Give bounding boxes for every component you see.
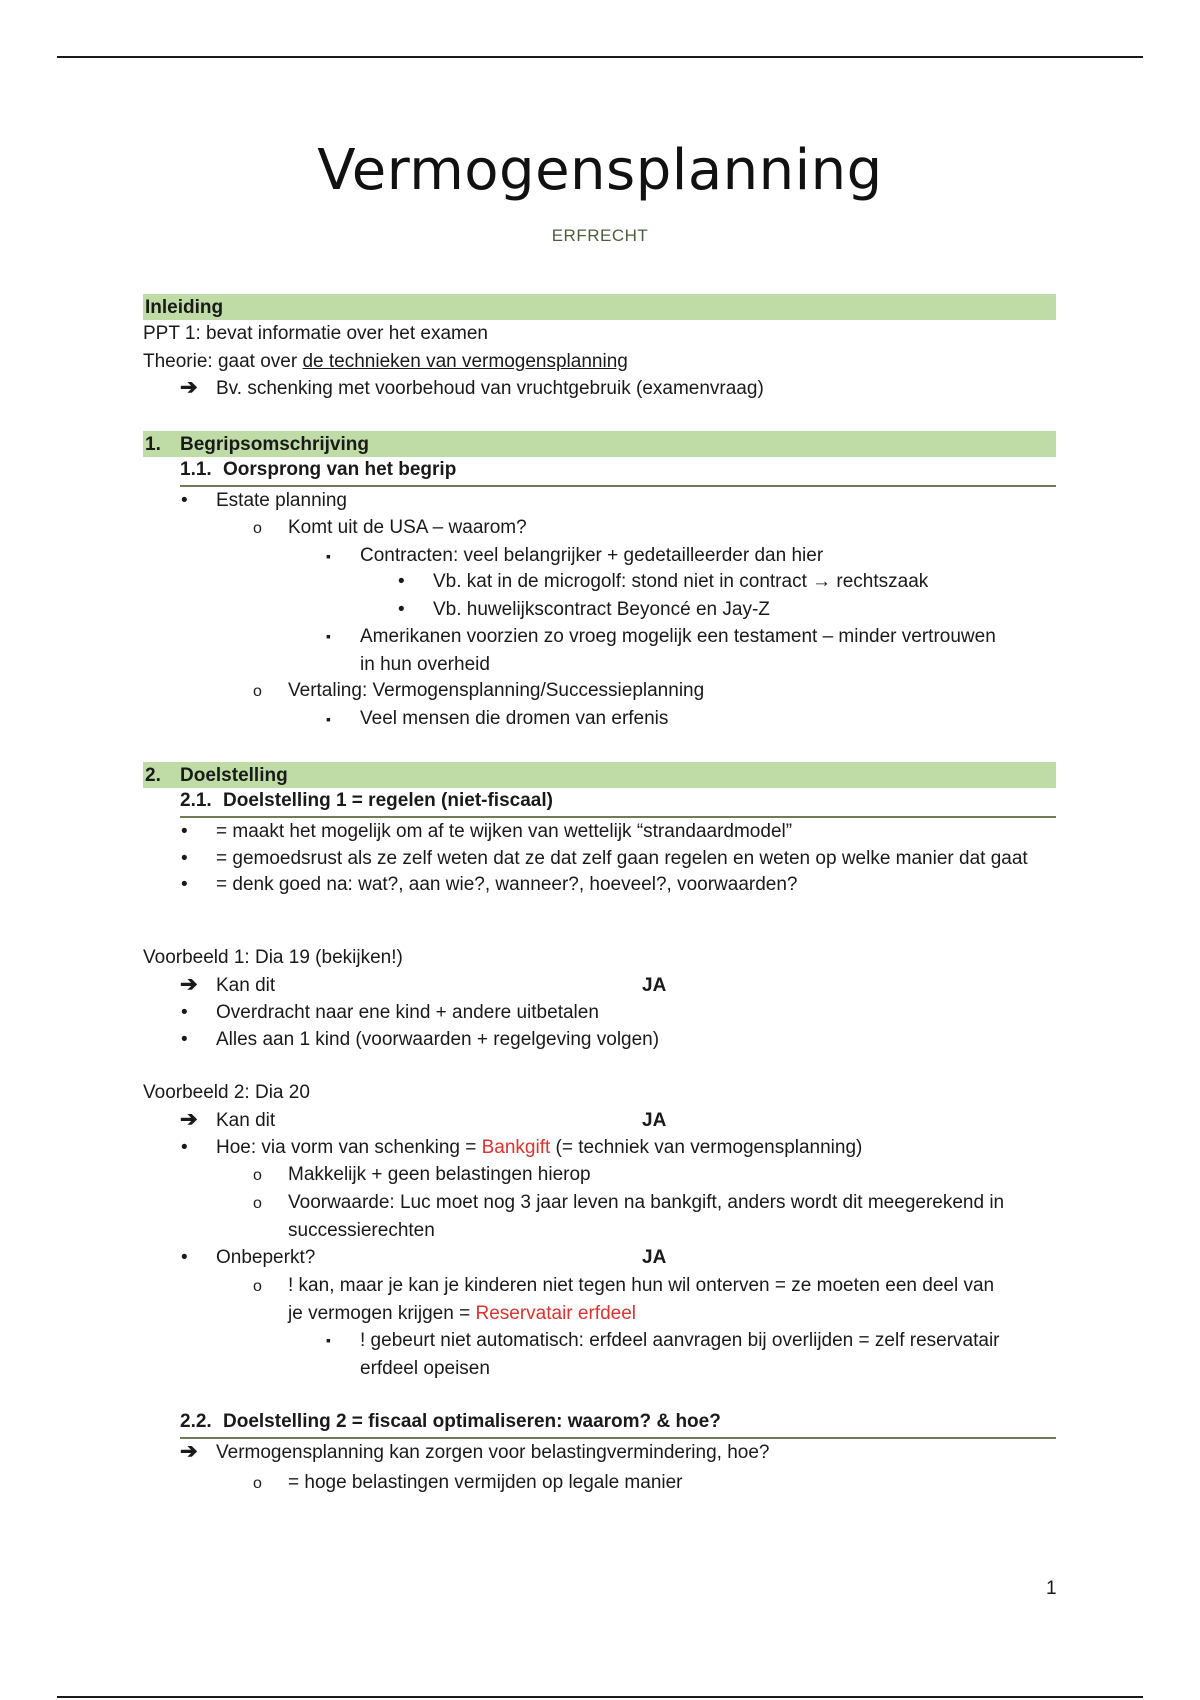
circle-bullet-icon: o [253, 1278, 262, 1295]
bottom-rule [57, 1696, 1143, 1698]
subsection-2-1 [180, 788, 1056, 818]
inleiding-line-1: PPT 1: bevat informatie over het examen [143, 323, 488, 344]
section-number: 2. [145, 765, 161, 786]
list-item: = maakt het mogelijk om af te wijken van wettelijk “strandaardmodel” [216, 821, 793, 842]
section-1 [143, 431, 1056, 457]
list-item: Estate planning [216, 490, 347, 511]
bullet-icon: • [181, 821, 188, 842]
highlight-term: Bankgift [481, 1137, 551, 1158]
text-suffix: (= techniek van vermogensplanning) [550, 1137, 863, 1158]
arrow-icon: ➔ [180, 973, 198, 996]
section-heading: Begripsomschrijving [180, 434, 369, 455]
list-item: = gemoedsrust als ze zelf weten dat ze dat zelf gaan regelen en weten op welke manier dat gaat [216, 848, 1028, 869]
list-item: Overdracht naar ene kind + andere uitbetalen [216, 1002, 599, 1023]
example-2-question: Kan dit [216, 1110, 276, 1131]
square-bullet-icon: ▪ [326, 548, 331, 564]
list-item: Komt uit de USA – waarom? [288, 517, 527, 538]
inleiding-line-2 [143, 349, 628, 375]
document-title: Vermogensplanning [317, 138, 883, 203]
circle-bullet-icon: o [253, 520, 262, 537]
square-bullet-icon: ▪ [326, 628, 331, 644]
underlined-topic: de technieken van vermogensplanning [302, 351, 628, 372]
list-item: Amerikanen voorzien zo vroeg mogelijk een testament – minder vertrouwen [360, 626, 996, 647]
bullet-icon: • [181, 490, 188, 511]
square-bullet-icon: ▪ [326, 711, 331, 727]
list-item: Veel mensen die dromen van erfenis [360, 708, 669, 729]
example-1-question: Kan dit [216, 975, 276, 996]
page-number: 1 [1046, 1578, 1057, 1599]
square-bullet-icon: ▪ [326, 1332, 331, 1348]
text-prefix: Theorie: gaat over [143, 351, 303, 372]
list-item-continuation: erfdeel opeisen [360, 1358, 490, 1379]
subsection-heading: Doelstelling 1 = regelen (niet-fiscaal) [223, 790, 553, 811]
top-rule [57, 56, 1143, 58]
list-item: Alles aan 1 kind (voorwaarden + regelgeving volgen) [216, 1029, 660, 1050]
bullet-icon: • [181, 874, 188, 895]
text-prefix: je vermogen krijgen = [288, 1303, 476, 1324]
highlight-term: Reservatair erfdeel [475, 1303, 636, 1324]
example-1-title: Voorbeeld 1: Dia 19 (bekijken!) [143, 947, 403, 968]
bullet-icon: • [181, 1029, 188, 1050]
subsection-1-1 [180, 457, 1056, 487]
subsection-number: 2.2. [180, 1411, 212, 1432]
list-item [216, 1135, 862, 1161]
list-item: Contracten: veel belangrijker + gedetailleerder dan hier [360, 545, 824, 566]
bullet-icon: • [181, 1002, 188, 1023]
list-item: = denk goed na: wat?, aan wie?, wanneer?, hoeveel?, voorwaarden? [216, 874, 798, 895]
limit-answer: JA [642, 1247, 667, 1268]
arrow-icon: ➔ [180, 1108, 198, 1131]
list-item: Voorwaarde: Luc moet nog 3 jaar leven na bankgift, anders wordt dit meegerekend in [288, 1192, 1005, 1213]
list-item: Vb. kat in de microgolf: stond niet in contract → rechtszaak [433, 571, 929, 592]
bullet-icon: • [181, 848, 188, 869]
subsection-heading: Doelstelling 2 = fiscaal optimaliseren: waarom? & hoe? [223, 1411, 721, 1432]
section-heading: Inleiding [145, 297, 224, 318]
circle-bullet-icon: o [253, 1475, 262, 1492]
list-item: ! gebeurt niet automatisch: erfdeel aanvragen bij overlijden = zelf reservatair [360, 1330, 1000, 1351]
list-item: Vermogensplanning kan zorgen voor belastingvermindering, hoe? [216, 1442, 770, 1463]
list-item: Makkelijk + geen belastingen hierop [288, 1164, 591, 1185]
section-number: 1. [145, 434, 161, 455]
section-heading: Doelstelling [180, 765, 288, 786]
bullet-icon: • [398, 571, 405, 592]
list-item: ! kan, maar je kan je kinderen niet tegen hun wil onterven = ze moeten een deel van [288, 1275, 995, 1296]
example-2-title: Voorbeeld 2: Dia 20 [143, 1082, 310, 1103]
arrow-icon: ➔ [180, 1440, 198, 1463]
bullet-icon: • [181, 1247, 188, 1268]
arrow-icon: ➔ [180, 376, 198, 399]
list-item-continuation: successierechten [288, 1220, 435, 1241]
subsection-heading: Oorsprong van het begrip [223, 459, 457, 480]
section-2 [143, 762, 1056, 788]
subsection-number: 2.1. [180, 790, 212, 811]
list-item: Vertaling: Vermogensplanning/Successieplanning [288, 680, 705, 701]
list-item: Onbeperkt? [216, 1247, 316, 1268]
example-2-answer: JA [642, 1110, 667, 1131]
document-subtitle: ERFRECHT [551, 226, 649, 245]
inleiding-line-3: Bv. schenking met voorbehoud van vruchtgebruik (examenvraag) [216, 378, 764, 399]
circle-bullet-icon: o [253, 1167, 262, 1184]
text-prefix: Hoe: via vorm van schenking = [216, 1137, 482, 1158]
subsection-2-2 [180, 1409, 1056, 1439]
circle-bullet-icon: o [253, 683, 262, 700]
circle-bullet-icon: o [253, 1195, 262, 1212]
bullet-icon: • [181, 1137, 188, 1158]
section-inleiding [143, 294, 1056, 320]
bullet-icon: • [398, 599, 405, 620]
list-item-continuation [288, 1301, 636, 1327]
list-item: Vb. huwelijkscontract Beyoncé en Jay-Z [433, 599, 770, 620]
list-item-continuation: in hun overheid [360, 654, 490, 675]
subsection-number: 1.1. [180, 459, 212, 480]
list-item: = hoge belastingen vermijden op legale manier [288, 1472, 683, 1493]
example-1-answer: JA [642, 975, 667, 996]
